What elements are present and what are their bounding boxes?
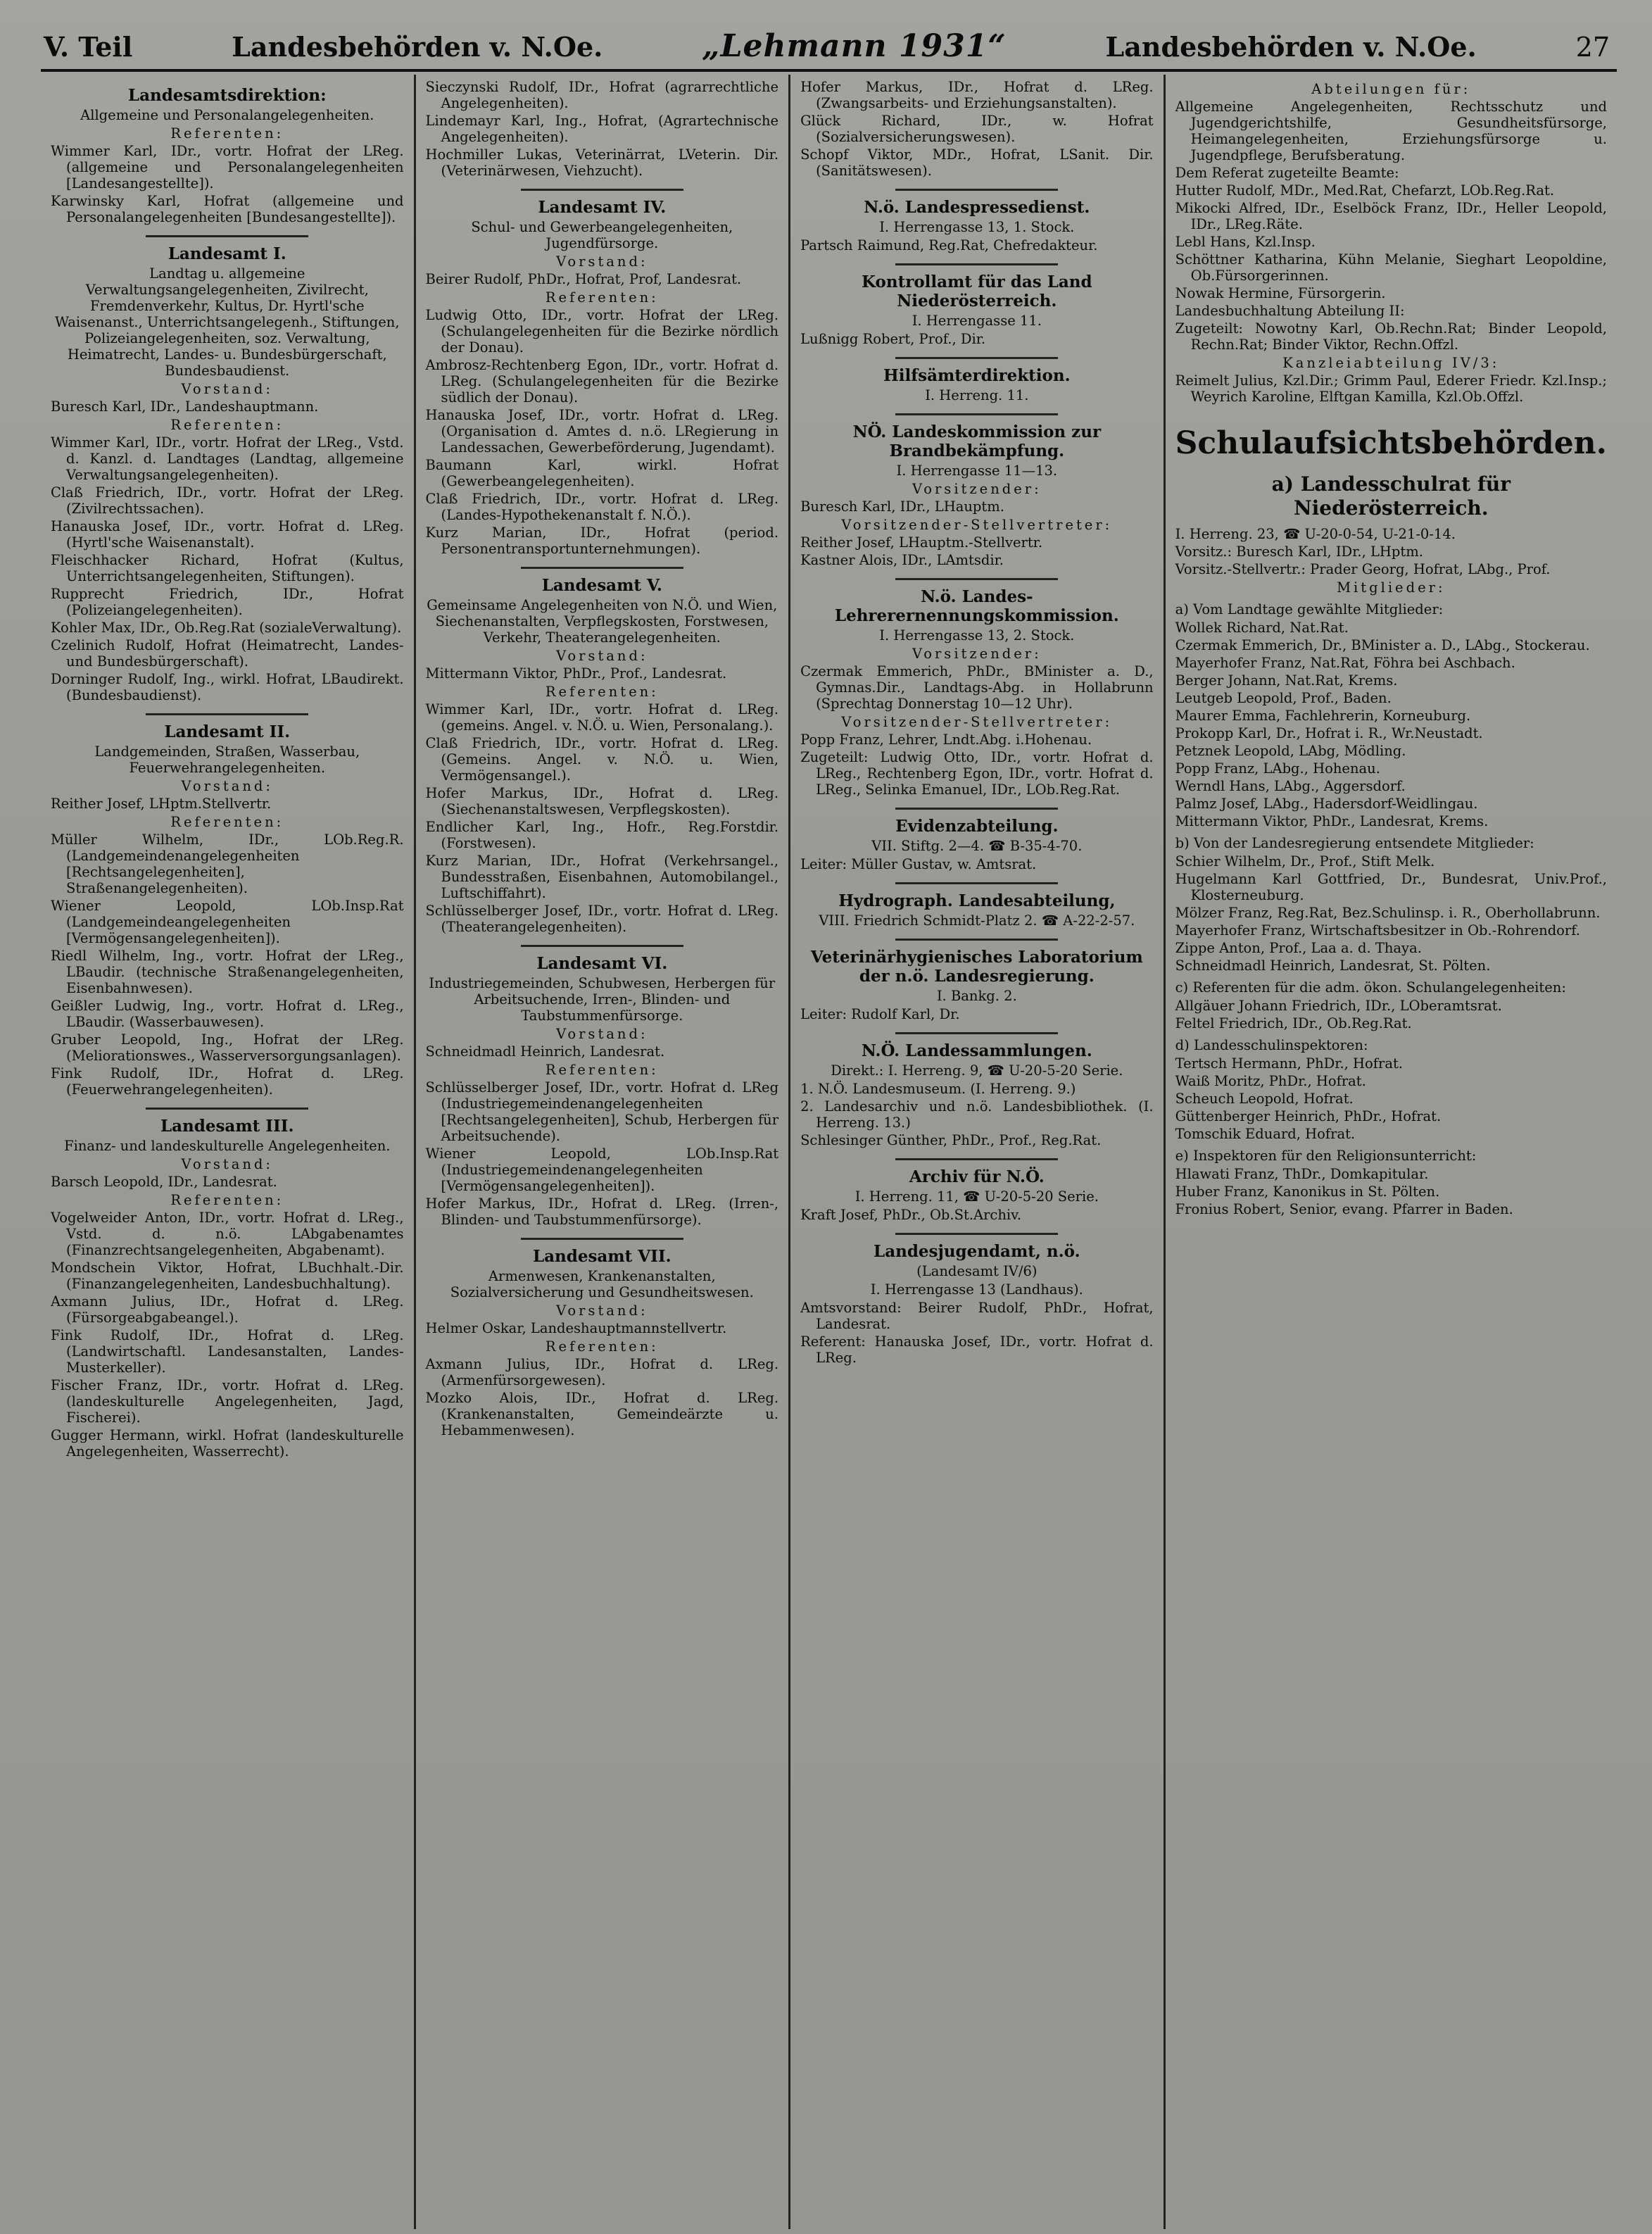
entry-line: Hanauska Josef, IDr., vortr. Hofrat d. LReg. (Hyrtl'sche Waisenanstalt). (51, 518, 404, 551)
section-divider (521, 567, 683, 569)
role-label: Vorstand: (181, 778, 273, 794)
section-subtitle: Allgemeine und Personalangelegenheiten. (80, 107, 374, 123)
section (426, 79, 779, 179)
role-label: Vorsitzender: (912, 646, 1042, 662)
group-label: a) Vom Landtage gewählte Mitglieder: (1175, 601, 1444, 617)
entry-line: Mozko Alois, IDr., Hofrat d. LReg. (Krankenanstalten, Gemeindeärzte u. Hebammenwesen). (425, 1390, 779, 1438)
section-subtitle: I. Herrengasse 13, 2. Stock. (879, 627, 1075, 644)
entry-line: Endlicher Karl, Ing., Hofr., Reg.Forstdir. (Forstwesen). (425, 819, 779, 851)
entry-line: Schlüsselberger Josef, IDr., vortr. Hofrat d. LReg. (Theaterangelegenheiten). (425, 903, 779, 935)
entry-line: Czelinich Rudolf, Hofrat (Heimatrecht, Landes- und Bundesbürgerschaft). (51, 637, 404, 670)
section-subtitle: I. Herrengasse 11. (912, 313, 1042, 329)
section (800, 578, 1154, 798)
entry-line: Karwinsky Karl, Hofrat (allgemeine und Personalangelegenheiten [Bundesangestellte]). (51, 193, 404, 225)
entry-line: Fronius Robert, Senior, evang. Pfarrer in Baden. (1175, 1201, 1513, 1217)
section-subtitle: Gemeinsame Angelegenheiten von N.Ö. und Wien, Siechenanstalten, Verpflegskosten, Forstwesen, Verkehr, Theaterangelegenheiten. (427, 597, 778, 646)
section-divider (895, 1032, 1058, 1034)
role-label: Referenten: (545, 289, 659, 306)
section-title: Kontrollamt für das Land Niederösterreich. (862, 272, 1092, 310)
role-label: Mitglieder: (1337, 579, 1446, 596)
section (800, 413, 1154, 568)
entry-line: Hugelmann Karl Gottfried, Dr., Bundesrat, Univ.Prof., Klosterneuburg. (1175, 871, 1607, 903)
entry-line: Kurz Marian, IDr., Hofrat (Verkehrsangel., Bundesstraßen, Eisenbahnen, Automobilangel., Luftschiffahrt). (425, 853, 779, 901)
section-title: N.ö. Landespressedienst. (864, 198, 1090, 217)
entry-line: Reimelt Julius, Kzl.Dir.; Grimm Paul, Ederer Friedr. Kzl.Insp.; Weyrich Karoline, Elftgan Kamilla, Kzl.Ob.Offzl. (1175, 372, 1607, 405)
entry-line: Zugeteilt: Ludwig Otto, IDr., vortr. Hofrat d. LReg., Rechtenberg Egon, IDr., vortr. Hofrat d. LReg., Selinka Emanuel, IDr., LOb.Reg.Rat. (800, 749, 1154, 798)
role-label: Referenten: (170, 417, 284, 433)
entry-line: Kohler Max, IDr., Ob.Reg.Rat (sozialeVerwaltung). (51, 620, 402, 636)
section-divider (895, 882, 1058, 884)
entry-line: Berger Johann, Nat.Rat, Krems. (1175, 672, 1398, 689)
entry-line: Prokopp Karl, Dr., Hofrat i. R., Wr.Neustadt. (1175, 725, 1483, 741)
entry-line: Reither Josef, LHauptm.-Stellvertr. (800, 534, 1043, 551)
entry-line: Ludwig Otto, IDr., vortr. Hofrat der LReg. (Schulangelegenheiten für die Bezirke nördlich der Donau). (425, 307, 779, 356)
entry-line: Buresch Karl, IDr., Landeshauptmann. (51, 399, 319, 415)
entry-line: Vorsitz.: Buresch Karl, IDr., LHptm. (1175, 544, 1423, 560)
part-label: V. Teil (44, 31, 133, 63)
section-title: NÖ. Landeskommission zur Brandbekämpfung. (852, 422, 1102, 460)
section (800, 1032, 1154, 1148)
section-divider (146, 235, 308, 237)
entry-line: I. Herreng. 23, ☎ U-20-0-54, U-21-0-14. (1175, 526, 1456, 542)
entry-line: Amtsvorstand: Beirer Rudolf, PhDr., Hofrat, Landesrat. (800, 1300, 1154, 1332)
entry-line: Vogelweider Anton, IDr., vortr. Hofrat d. LReg., Vstd. d. n.ö. LAbgabenamtes (Finanzrechtsangelegenheiten, Abgabenamt). (51, 1210, 404, 1258)
entry-line: Hanauska Josef, IDr., vortr. Hofrat d. LReg. (Organisation d. Amtes d. n.ö. LRegierung in Landessachen, Gewerbeförderung, Jugendamt). (425, 407, 779, 456)
entry-line: Mittermann Viktor, PhDr., Landesrat, Krems. (1175, 813, 1489, 829)
entry-line: 2. Landesarchiv und n.ö. Landesbibliothek. (I. Herreng. 13.) (800, 1098, 1154, 1131)
group-label: e) Inspektoren für den Religionsunterricht: (1175, 1148, 1477, 1164)
section-subtitle: I. Herrengasse 13, 1. Stock. (879, 219, 1075, 235)
section (426, 567, 779, 935)
entry-line: Güttenberger Heinrich, PhDr., Hofrat. (1175, 1108, 1442, 1124)
entry-line: Hutter Rudolf, MDr., Med.Rat, Chefarzt, LOb.Reg.Rat. (1175, 182, 1555, 199)
role-label: Vorstand: (556, 648, 648, 664)
publication-title: „Lehmann 1931“ (702, 28, 1007, 64)
section-divider (146, 1107, 308, 1110)
entry-line: Beirer Rudolf, PhDr., Hofrat, Prof, Landesrat. (425, 271, 742, 287)
section-divider (895, 263, 1058, 265)
entry-line: Kurz Marian, IDr., Hofrat (period. Personentransportunternehmungen). (425, 525, 779, 557)
group-label: c) Referenten für die adm. ökon. Schulangelegenheiten: (1175, 979, 1566, 996)
entry-line: Fleischhacker Richard, Hofrat (Kultus, Unterrichtsangelegenheiten, Stiftungen). (51, 552, 404, 584)
section-divider (895, 189, 1058, 191)
role-label: Referenten: (170, 125, 284, 142)
entry-line: Wimmer Karl, IDr., vortr. Hofrat d. LReg. (gemeins. Angel. v. N.Ö. u. Wien, Personalang.). (425, 701, 779, 734)
section-subtitle: I. Herreng. 11, ☎ U-20-5-20 Serie. (855, 1188, 1099, 1205)
entry-line: Fink Rudolf, IDr., Hofrat d. LReg. (Landwirtschaftl. Landesanstalten, Landes-Musterkeller). (51, 1327, 404, 1376)
section-subtitle: I. Herrengasse 13 (Landhaus). (870, 1281, 1083, 1298)
section (800, 1158, 1154, 1223)
entry-line: Buresch Karl, IDr., LHauptm. (800, 498, 1004, 515)
entry-line: Schlesinger Günther, PhDr., Prof., Reg.Rat. (800, 1132, 1102, 1148)
entry-line: Axmann Julius, IDr., Hofrat d. LReg. (Fürsorgeabgabeangel.). (51, 1293, 404, 1326)
section (51, 713, 404, 1098)
entry-line: Wiener Leopold, LOb.Insp.Rat (Industriegemeindenangelegenheiten [Vermögensangelegenheiten]). (425, 1146, 779, 1194)
section-divider (895, 578, 1058, 580)
section-divider (521, 1238, 683, 1240)
section (51, 235, 404, 703)
page-header (41, 28, 1617, 72)
section-subtitle: Landtag u. allgemeine Verwaltungsangelegenheiten, Zivilrecht, Fremdenverkehr, Kultus, Dr. Hyrtl'sche Waisenanst., Unterrichtsangelegenh., Stiftungen, Polizeiangelegenheiten, soz. Verwaltung, Heimatrecht, Landes- u. Bundesbürgerschaft, Bundesbaudienst. (54, 265, 400, 379)
entry-line: Kastner Alois, IDr., LAmtsdir. (800, 552, 1004, 568)
section-heading: Schulaufsichtsbehörden. (1175, 425, 1607, 461)
entry-line: Lindemayr Karl, Ing., Hofrat, (Agrartechnische Angelegenheiten). (425, 113, 779, 145)
entry-line: Partsch Raimund, Reg.Rat, Chefredakteur. (800, 237, 1098, 253)
section (1175, 526, 1607, 1217)
section-divider (895, 808, 1058, 810)
section-subtitle: Landgemeinden, Straßen, Wasserbau, Feuerwehrangelegenheiten. (94, 743, 360, 776)
entry-line: Feltel Friedrich, IDr., Ob.Reg.Rat. (1175, 1015, 1412, 1031)
entry-line: Zugeteilt: Nowotny Karl, Ob.Rechn.Rat; Binder Leopold, Rechn.Rat; Binder Viktor, Rechn.Offzl. (1175, 320, 1607, 353)
section-title: Landesamt VII. (532, 1247, 671, 1266)
entry-line: Fink Rudolf, IDr., Hofrat d. LReg. (Feuerwehrangelegenheiten). (51, 1065, 404, 1098)
section (800, 1233, 1154, 1366)
section-title: Landesamt V. (541, 576, 662, 595)
section-divider (895, 1158, 1058, 1160)
role-label: Referenten: (545, 1062, 659, 1078)
section-subtitle: Direkt.: I. Herreng. 9, ☎ U-20-5-20 Serie. (831, 1062, 1123, 1079)
entry-line: Dem Referat zugeteilte Beamte: (1175, 165, 1399, 181)
entry-line: Waiß Moritz, PhDr., Hofrat. (1175, 1073, 1366, 1089)
group-label: d) Landesschulinspektoren: (1175, 1037, 1368, 1053)
entry-line: Nowak Hermine, Fürsorgerin. (1175, 285, 1386, 301)
entry-line: Werndl Hans, LAbg., Aggersdorf. (1175, 778, 1406, 794)
entry-line: Ambrosz-Rechtenberg Egon, IDr., vortr. Hofrat d. LReg. (Schulangelegenheiten für die Bezirke südlich der Donau). (425, 357, 779, 406)
section-divider (895, 1233, 1058, 1235)
entry-line: Reither Josef, LHptm.Stellvertr. (51, 796, 272, 812)
role-label: Vorstand: (181, 1156, 273, 1172)
column-3 (790, 75, 1166, 2229)
running-title-right: Landesbehörden v. N.Oe. (1105, 31, 1477, 63)
entry-line: Maurer Emma, Fachlehrerin, Korneuburg. (1175, 708, 1471, 724)
entry-line: Glück Richard, IDr., w. Hofrat (Sozialversicherungswesen). (800, 113, 1154, 145)
section-subtitle: Industriegemeinden, Schubwesen, Herbergen für Arbeitsuchende, Irren-, Blinden- und Taubstummenfürsorge. (429, 975, 776, 1024)
entry-line: Fischer Franz, IDr., vortr. Hofrat d. LReg. (landeskulturelle Angelegenheiten, Jagd, Fischerei). (51, 1377, 404, 1426)
section-title: Hilfsämterdirektion. (883, 366, 1071, 385)
section-subtitle: I. Bankg. 2. (936, 988, 1017, 1004)
role-label: Vorstand: (181, 381, 273, 397)
section-subtitle: VIII. Friedrich Schmidt-Platz 2. ☎ A-22-2-57. (819, 912, 1135, 929)
section-title: Landesamt I. (168, 244, 286, 263)
role-label: Referenten: (545, 1338, 659, 1355)
entry-line: Leiter: Müller Gustav, w. Amtsrat. (800, 856, 1037, 872)
entry-line: Schopf Viktor, MDr., Hofrat, LSanit. Dir. (Sanitätswesen). (800, 146, 1154, 179)
entry-line: Palmz Josef, LAbg., Hadersdorf-Weidlingau. (1175, 796, 1478, 812)
section-subtitle: Schul- und Gewerbeangelegenheiten, Jugendfürsorge. (471, 219, 733, 251)
subsection-heading: a) Landesschulrat für Niederösterreich. (1271, 472, 1511, 520)
entry-line: Tertsch Hermann, PhDr., Hofrat. (1175, 1055, 1404, 1072)
section-title: Archiv für N.Ö. (909, 1167, 1045, 1186)
entry-line: Vorsitz.-Stellvertr.: Prader Georg, Hofrat, LAbg., Prof. (1175, 561, 1551, 577)
section-title: Landesamtsdirektion: (127, 86, 327, 105)
entry-line: Lußnigg Robert, Prof., Dir. (800, 331, 986, 347)
entry-line: Mondschein Viktor, Hofrat, LBuchhalt.-Dir. (Finanzangelegenheiten, Landesbuchhaltung). (51, 1260, 404, 1292)
entry-line: Claß Friedrich, IDr., vortr. Hofrat der LReg. (Zivilrechtssachen). (51, 484, 404, 517)
entry-line: Riedl Wilhelm, Ing., vortr. Hofrat der LReg., LBaudir. (technische Straßenangelegenheiten, Eisenbahnwesen). (51, 948, 404, 996)
role-label: Vorstand: (556, 1026, 648, 1042)
section-title: Evidenzabteilung. (895, 817, 1059, 836)
section-subtitle: I. Herreng. 11. (925, 387, 1029, 403)
role-label: Vorsitzender-Stellvertreter: (841, 714, 1113, 730)
role-label: Abteilungen für: (1311, 81, 1471, 97)
entry-line: Hochmiller Lukas, Veterinärrat, LVeterin. Dir. (Veterinärwesen, Viehzucht). (425, 146, 779, 179)
role-label: Vorsitzender-Stellvertreter: (841, 517, 1113, 533)
section-title: Landesamt VI. (536, 954, 668, 973)
entry-line: Hofer Markus, IDr., Hofrat d. LReg. (Zwangsarbeits- und Erziehungsanstalten). (800, 79, 1154, 111)
entry-line: Kraft Josef, PhDr., Ob.St.Archiv. (800, 1207, 1022, 1223)
entry-line: Schöttner Katharina, Kühn Melanie, Sieghart Leopoldine, Ob.Fürsorgerinnen. (1175, 251, 1607, 284)
entry-line: Tomschik Eduard, Hofrat. (1175, 1126, 1356, 1142)
entry-line: Baumann Karl, wirkl. Hofrat (Gewerbeangelegenheiten). (425, 457, 779, 489)
section-subtitle: VII. Stiftg. 2—4. ☎ B-35-4-70. (871, 838, 1083, 854)
section-subtitle: Finanz- und landeskulturelle Angelegenheiten. (64, 1138, 391, 1154)
section-subtitle: (Landesamt IV/6) (916, 1263, 1038, 1279)
entry-line: Leutgeb Leopold, Prof., Baden. (1175, 690, 1392, 706)
section-title: N.Ö. Landessammlungen. (861, 1041, 1092, 1060)
section-divider (521, 189, 683, 191)
section-title: Landesamt III. (160, 1117, 294, 1136)
entry-line: Rupprecht Friedrich, IDr., Hofrat (Polizeiangelegenheiten). (51, 586, 404, 618)
running-title-left: Landesbehörden v. N.Oe. (232, 31, 603, 63)
entry-line: Hofer Markus, IDr., Hofrat d. LReg. (Siechenanstaltswesen, Verpflegskosten). (425, 785, 779, 817)
entry-line: Axmann Julius, IDr., Hofrat d. LReg. (Armenfürsorgewesen). (425, 1356, 779, 1388)
entry-line: 1. N.Ö. Landesmuseum. (I. Herreng. 9.) (800, 1081, 1076, 1097)
section-divider (895, 939, 1058, 941)
section (426, 189, 779, 557)
role-label: Vorstand: (556, 253, 648, 270)
section (51, 1107, 404, 1460)
entry-line: Müller Wilhelm, IDr., LOb.Reg.R. (Landgemeindenangelegenheiten [Rechtsangelegenheiten], Straßenangelegenheiten). (51, 832, 404, 896)
section (426, 1238, 779, 1438)
section-subtitle: Armenwesen, Krankenanstalten, Sozialversicherung und Gesundheitswesen. (450, 1268, 754, 1300)
entry-line: Zippe Anton, Prof., Laa a. d. Thaya. (1175, 940, 1422, 956)
entry-line: Schneidmadl Heinrich, Landesrat, St. Pölten. (1175, 958, 1491, 974)
section (800, 189, 1154, 253)
entry-line: Popp Franz, LAbg., Hohenau. (1175, 760, 1380, 777)
entry-line: Wimmer Karl, IDr., vortr. Hofrat der LReg. (allgemeine und Personalangelegenheiten [Landesangestellte]). (51, 143, 404, 192)
section-divider (895, 357, 1058, 359)
column-2 (416, 75, 791, 2229)
section-title: Landesamt II. (164, 722, 291, 741)
group-label: b) Von der Landesregierung entsendete Mitglieder: (1175, 835, 1534, 851)
column-4 (1166, 75, 1617, 2229)
entry-line: Wimmer Karl, IDr., vortr. Hofrat der LReg., Vstd. d. Kanzl. d. Landtages (Landtag, allgemeine Verwaltungsangelegenheiten). (51, 434, 404, 483)
entry-line: Landesbuchhaltung Abteilung II: (1175, 303, 1405, 319)
entry-line: Czermak Emmerich, PhDr., BMinister a. D., Gymnas.Dir., Landtags-Abg. in Hollabrunn (Sprechtag Donnerstag 10—12 Uhr). (800, 663, 1154, 712)
entry-line: Schlüsselberger Josef, IDr., vortr. Hofrat d. LReg (Industriegemeindenangelegenheiten [Rechtsangelegenheiten], Schub, Herbergen für Arbeitsuchende). (425, 1079, 779, 1144)
section-divider (895, 413, 1058, 415)
entry-line: Mölzer Franz, Reg.Rat, Bez.Schulinsp. i. R., Oberhollabrunn. (1175, 905, 1601, 921)
section-title: Hydrograph. Landesabteilung, (838, 891, 1116, 910)
section-divider (521, 945, 683, 947)
section (1175, 81, 1607, 405)
section (800, 79, 1154, 179)
entry-line: Lebl Hans, Kzl.Insp. (1175, 234, 1316, 250)
entry-line: Gugger Hermann, wirkl. Hofrat (landeskulturelle Angelegenheiten, Wasserrecht). (51, 1427, 404, 1460)
entry-line: Popp Franz, Lehrer, Lndt.Abg. i.Hohenau. (800, 732, 1092, 748)
section-subtitle: I. Herrengasse 11—13. (896, 463, 1058, 479)
section (800, 939, 1154, 1022)
entry-line: Wollek Richard, Nat.Rat. (1175, 620, 1349, 636)
role-label: Referenten: (545, 684, 659, 700)
entry-line: Mayerhofer Franz, Nat.Rat, Föhra bei Aschbach. (1175, 655, 1515, 671)
entry-line: Mittermann Viktor, PhDr., Prof., Landesrat. (425, 665, 727, 682)
entry-line: Leiter: Rudolf Karl, Dr. (800, 1006, 960, 1022)
entry-line: Dorninger Rudolf, Ing., wirkl. Hofrat, LBaudirekt. (Bundesbaudienst). (51, 671, 404, 703)
entry-line: Huber Franz, Kanonikus in St. Pölten. (1175, 1184, 1440, 1200)
entry-line: Hlawati Franz, ThDr., Domkapitular. (1175, 1166, 1429, 1182)
entry-line: Allgäuer Johann Friedrich, IDr., LOberamtsrat. (1175, 998, 1502, 1014)
entry-line: Helmer Oskar, Landeshauptmannstellvertr. (425, 1320, 727, 1336)
entry-line: Hofer Markus, IDr., Hofrat d. LReg. (Irren-, Blinden- und Taubstummenfürsorge). (425, 1196, 779, 1228)
entry-line: Referent: Hanauska Josef, IDr., vortr. Hofrat d. LReg. (800, 1334, 1154, 1366)
columns (41, 75, 1617, 2229)
section-title: Landesjugendamt, n.ö. (874, 1242, 1080, 1261)
entry-line: Czermak Emmerich, Dr., BMinister a. D., LAbg., Stockerau. (1175, 637, 1590, 653)
section (800, 263, 1154, 347)
section (800, 357, 1154, 403)
section-title: Landesamt IV. (538, 198, 667, 217)
entry-line: Schier Wilhelm, Dr., Prof., Stift Melk. (1175, 853, 1435, 870)
section-divider (146, 713, 308, 715)
section (800, 882, 1154, 929)
entry-line: Petznek Leopold, LAbg, Mödling. (1175, 743, 1406, 759)
column-1 (41, 75, 416, 2229)
entry-line: Scheuch Leopold, Hofrat. (1175, 1091, 1354, 1107)
section (51, 86, 404, 225)
page-number: 27 (1575, 32, 1610, 63)
entry-line: Barsch Leopold, IDr., Landesrat. (51, 1174, 277, 1190)
entry-line: Gruber Leopold, Ing., Hofrat der LReg. (Meliorationswes., Wasserversorgungsanlagen). (51, 1031, 404, 1064)
entry-line: Mikocki Alfred, IDr., Eselböck Franz, IDr., Heller Leopold, IDr., LReg.Räte. (1175, 200, 1607, 232)
entry-line: Sieczynski Rudolf, IDr., Hofrat (agrarrechtliche Angelegenheiten). (425, 79, 779, 111)
role-label: Referenten: (170, 1192, 284, 1208)
section (800, 808, 1154, 872)
role-label: Kanzleiabteilung IV/3: (1282, 355, 1500, 371)
section-title: Veterinärhygienisches Laboratorium der n.ö. Landesregierung. (810, 948, 1143, 986)
section (426, 945, 779, 1228)
role-label: Referenten: (170, 814, 284, 830)
section-title: N.ö. Landes-Lehrerernennungskommission. (834, 587, 1119, 625)
role-label: Vorsitzender: (912, 481, 1042, 497)
entry-line: Geißler Ludwig, Ing., vortr. Hofrat d. LReg., LBaudir. (Wasserbauwesen). (51, 998, 404, 1030)
entry-line: Schneidmadl Heinrich, Landesrat. (425, 1043, 665, 1060)
entry-line: Wiener Leopold, LOb.Insp.Rat (Landgemeindeangelegenheiten [Vermögensangelegenheiten]). (51, 898, 404, 946)
entry-line: Allgemeine Angelegenheiten, Rechtsschutz und Jugendgerichtshilfe, Gesundheitsfürsorge, Heimangelegenheiten, Erziehungsfürsorge u. Jugendpflege, Berufsberatung. (1175, 99, 1607, 163)
entry-line: Claß Friedrich, IDr., vortr. Hofrat d. LReg. (Landes-Hypothekenanstalt f. N.Ö.). (425, 491, 779, 523)
role-label: Vorstand: (556, 1303, 648, 1319)
entry-line: Claß Friedrich, IDr., vortr. Hofrat d. LReg. (Gemeins. Angel. v. N.Ö. u. Wien, Vermögensangel.). (425, 735, 779, 784)
entry-line: Mayerhofer Franz, Wirtschaftsbesitzer in Ob.-Rohrendorf. (1175, 922, 1580, 939)
